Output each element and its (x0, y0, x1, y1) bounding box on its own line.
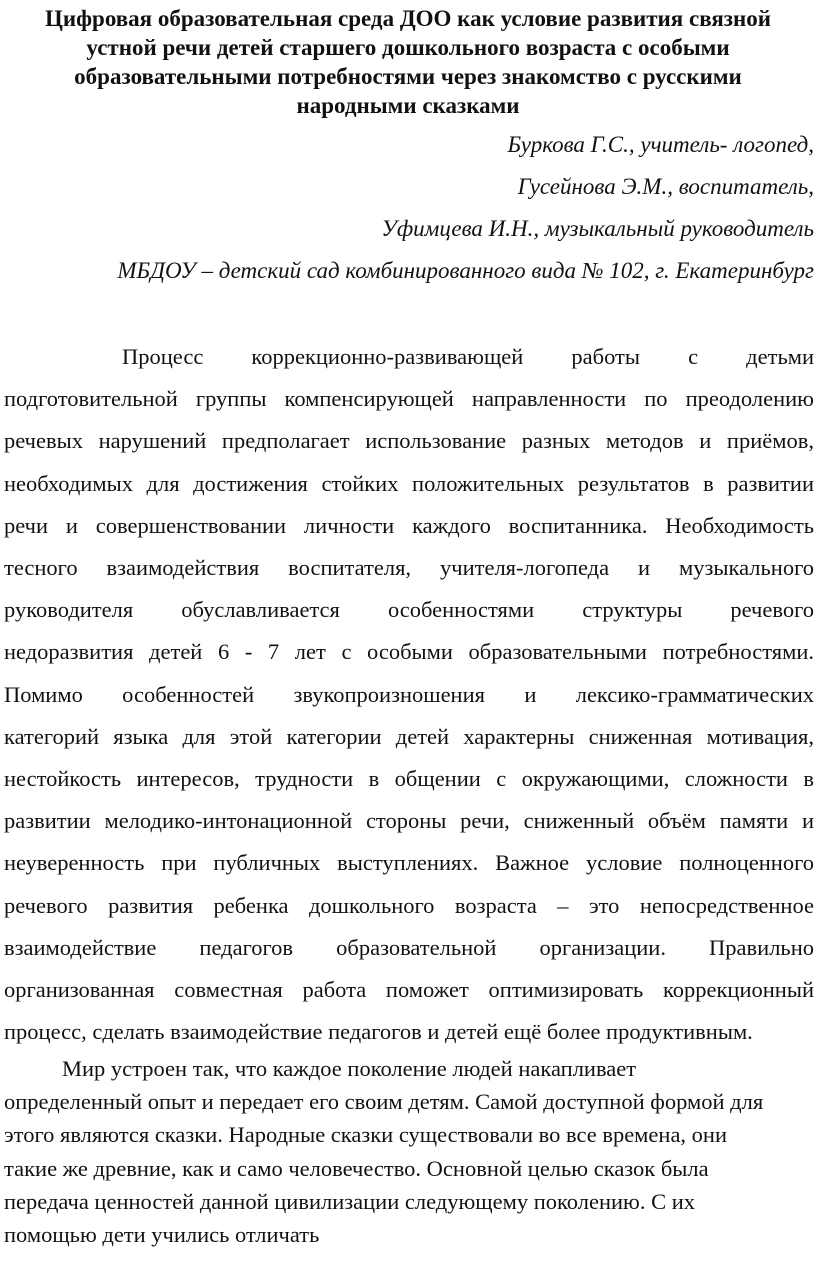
paragraph-line: такие же древние, как и само человечество. Основной целью сказок была (4, 1155, 709, 1181)
paragraph-line: нестойкость интересов, трудности в общении с окружающими, сложности в (4, 766, 814, 792)
paragraph-line: Процесс коррекционно-развивающей работы с детьми (122, 344, 814, 369)
paragraph-line: тесного взаимодействия воспитателя, учителя-логопеда и музыкального (4, 555, 814, 581)
author-guseynova: Гусейнова Э.М., воспитатель, (517, 174, 814, 199)
paragraph-line: развитии мелодико-интонационной стороны речи, сниженный объём памяти и (4, 808, 814, 834)
paragraph-line: категорий языка для этой категории детей характерны сниженная мотивация, (4, 723, 814, 749)
paragraph-line: неуверенность при публичных выступлениях. Важное условие полноценного (4, 850, 814, 876)
paragraph-line: руководителя обуславливается особенностями структуры речевого (4, 597, 814, 623)
paragraph-line: процесс, сделать взаимодействие педагогов и детей ещё более продуктивным. (4, 1019, 753, 1045)
title-line: народными сказками (296, 93, 520, 118)
paragraph-line: определенный опыт и передает его своим детям. Самой доступной формой для (4, 1089, 764, 1115)
paragraph-line: необходимых для достижения стойких положительных результатов в развитии (4, 470, 814, 496)
paragraph-line: речевых нарушений предполагает использование разных методов и приёмов, (4, 428, 814, 454)
paragraph-1 (4, 336, 814, 1053)
authors-block (34, 124, 814, 292)
title-line: устной речи детей старшего дошкольного возраста с особыми (86, 35, 730, 60)
organization: МБДОУ – детский сад комбинированного вида № 102, г. Екатеринбург (117, 258, 814, 283)
paragraph-line: недоразвития детей 6 - 7 лет с особыми образовательными потребностями. (4, 639, 814, 665)
paragraph-line: Мир устроен так, что каждое поколение людей накапливает (62, 1056, 637, 1081)
paragraph-line: взаимодействие педагогов образовательной организации. Правильно (4, 934, 814, 960)
paragraph-line: подготовительной группы компенсирующей направленности по преодолению (4, 386, 814, 412)
paragraph-line: речевого развития ребенка дошкольного возраста – это непосредственное (4, 892, 814, 918)
title-line: образовательными потребностями через знакомство с русскими (74, 64, 742, 89)
paragraph-2 (4, 1052, 816, 1251)
paragraph-line: этого являются сказки. Народные сказки существовали во все времена, они (4, 1122, 728, 1148)
paragraph-line: Помимо особенностей звукопроизношения и лексико-грамматических (4, 681, 814, 707)
title-line: Цифровая образовательная среда ДОО как условие развития связной (44, 6, 772, 31)
author-burkova: Буркова Г.С., учитель- логопед, (507, 132, 814, 157)
author-ufimtseva: Уфимцева И.Н., музыкальный руководитель (381, 216, 814, 241)
document-title (0, 4, 816, 120)
paragraph-line: помощью дети учились отличать (4, 1222, 320, 1248)
paragraph-line: передача ценностей данной цивилизации следующему поколению. С их (4, 1188, 696, 1214)
paragraph-line: речи и совершенствовании личности каждого воспитанника. Необходимость (4, 512, 814, 538)
paragraph-line: организованная совместная работа поможет оптимизировать коррекционный (4, 977, 814, 1003)
